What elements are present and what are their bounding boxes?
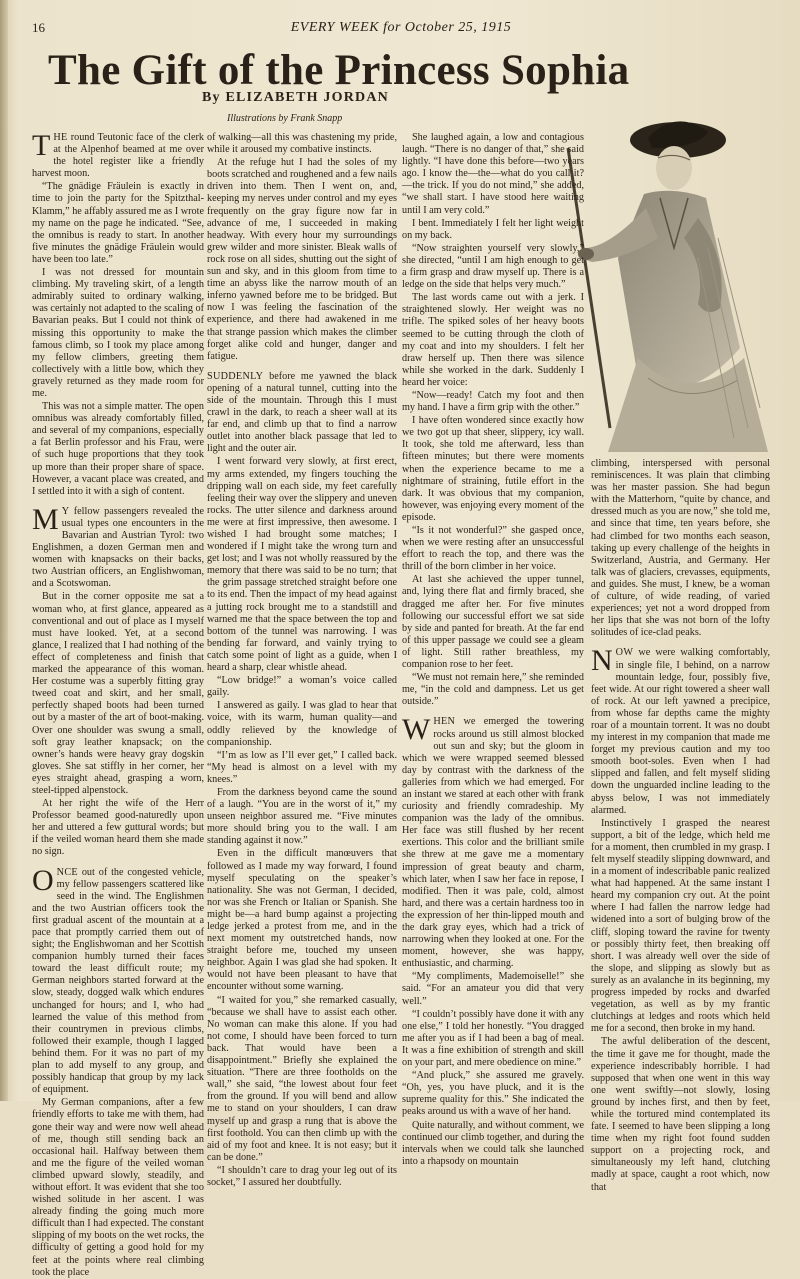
paragraph: “Now straighten yourself very slowly,” she directed, “until I am high enough to get a firm grasp and draw myself up. There is a ledge on the side that helps very much.”: [402, 242, 584, 291]
paragraph: From the darkness beyond came the sound of a laugh. “You are in the worst of it,” my unseen neighbor assured me. “Five minutes more should bring you to the wall. I am standing against it now.”: [207, 786, 397, 847]
paragraph: At her right the wife of the Herr Professor beamed good-naturedly upon her and uttered a few guttural words; but if the veiled woman heard them she made no sign.: [32, 798, 204, 858]
paragraph: The last words came out with a jerk. I straightened slowly. Her weight was no trifle. The spiked soles of her heavy boots seemed to be cutting through the cloth of my coat and into my shoulders. I felt her draw herself up. Then there was silence while she worked in the dark. Suddenly I heard her voice:: [402, 292, 584, 388]
paragraph: ONCE out of the congested vehicle, my fellow passengers scattered like seed in the wind. The Englishmen and the two Austrian officers took the first gradual ascent of the mountain at a pace that promptly carried them out of sight; the Englishwoman and her Scottish companion humbly turned their faces toward the least difficult route; my German neighbors started forward at the slow, steady, dogged walk which endures unchanged for hours; and I, who had learned the value of this method from their countrymen in previous climbs, followed their example, though I lagged behind them. For it was no part of my plan to add myself to any group, and possibly handicap that group by my lack of equipment.: [32, 863, 204, 1096]
paragraph: I went forward very slowly, at first erect, my arms extended, my fingers touching the dripping wall on each side, my feet carefully feeling their way over the slippery and uneven rocks. The utter silence and darkness around me were at first impressive, then awesome. I wished I had brought some matches; I wondered if I might take the wrong turn and get lost; and I was not wholly reassured by the memory that there was said to be no turn; that the grim passage stretched straight before one to its end. Then the impact of my head against a jutting rock brought me to a standstill and warned me that the space between the top and bottom of the tunnel was narrowing. I was bending far forward, and vainly trying to catch some point of light as a guide, when I heard a sharp, clear whistle ahead.: [207, 456, 397, 674]
paragraph: She laughed again, a low and contagious laugh. “There is no danger of that,” she said lightly. “I have done this before—two years ago. I know the—the—what do you call it?—the trick. If you do not mind,” she added, “we shall start. I have stood here waiting until I am very cold.”: [402, 132, 584, 216]
article-title: The Gift of the Princess Sophia: [48, 47, 630, 94]
paragraph: I have often wondered since exactly how we two got up that sheer, slippery, icy wall. It took, she told me afterward, less than fifteen minutes; but there were moments when the experience became to me a nightmare of straining, futile effort in the dark. It was obvious that my companion, however, was enjoying every moment of the episode.: [402, 415, 584, 523]
paragraph: “My compliments, Mademoiselle!” she said. “For an amateur you did that very well.”: [402, 971, 584, 1007]
article-byline: By ELIZABETH JORDAN: [202, 90, 389, 105]
illustration-credit: Illustrations by Frank Snapp: [227, 113, 343, 124]
paragraph: “We must not remain here,” she reminded me, “in the cold and dampness. Let us get outside.”: [402, 672, 584, 708]
drop-cap: N: [591, 644, 613, 678]
paragraph: WHEN we emerged the towering rocks around us still almost blocked out sun and sky; but the gloom in which we were wrapped seemed blessed day by contrast with the darkness of the galleries from which we had emerged. For an instant we stared at each other with frank curiosity and friendly comradeship. My companion was the lady of the omnibus. Her face was still flushed by her recent exertions. This color and the brilliant smile she threw at me gave me a momentary impression of great beauty and charm, which later, when I saw her face in repose, I modified. Then it was pale, cold, almost hard, and there was a certain hardness too in the expression of her thin-lipped mouth and the dark gray eyes, which had a trick of narrowing when they looked at one. For the moment, however, she was happy, enthusiastic, and charming.: [402, 713, 584, 970]
paragraph: But in the corner opposite me sat a woman who, at first glance, appeared as conventional and out of place as I myself must have looked. Yet, at a second glance, I realized that I had nothing of the effect of completeness and finish that marked the appearance of this woman. Her costume was a superbly fitting gray tweed coat and skirt, and her small, perfectly shaped boots had been turned out by a master of the art of boot-making. Over one shoulder was swung a small, soft gray leather knapsack; on the owner’s hands were heavy gray dogskin gloves. She sat stiffly in her corner, her eyes straight ahead, grasping a worn, steel-tipped alpenstock.: [32, 591, 204, 796]
drop-cap: M: [32, 502, 59, 536]
page-header: [32, 20, 770, 38]
paragraph: My German companions, after a few friendly efforts to take me with them, had gone their way and were now well ahead of me, though still sending back an occasional hail. Halfway between them and me the figure of the veiled woman climbed upward slowly, steadily, and without effort. It was evident that she too wished solitude in her ascent. I was already finding the going much more difficult than I had expected. The constant slipping of my boots on the wet rocks, the difficulty of getting a good hold for my feet at the points where real climbing took the place: [32, 1097, 204, 1278]
paragraph: I bent. Immediately I felt her light weight on my back.: [402, 217, 584, 241]
running-head: EVERY WEEK for October 25, 1915: [290, 20, 512, 35]
page-spine-shadow: [0, 0, 8, 1101]
small-caps-lead: SUDDENLY: [207, 370, 264, 382]
paragraph: climbing, interspersed with personal reminiscences. It was plain that climbing was her master passion. She had begun with the Matterhorn, “quite by chance, and dressed much as you are now,” she told me, and since that time, ten years before, she had climbed for two months each season, taking up every challenge of the heights in Switzerland, Austria, and Germany. Her talk was of glaciers, crevasses, equipments, and guides. She must, I knew, be a woman of culture, of wide reading, of varied experiences; yet not a word dropped from her lips that she was not born of the lofty solitudes of ice-clad peaks.: [591, 458, 770, 639]
paragraph: The awful deliberation of the descent, the time it gave me for thought, made the experience indescribably horrible. I had supposed that when one went in this way one went swiftly—not slowly, losing ground by inches first, and then by feet, while the tortured mind contemplated its fate. I seemed to have been slipping a long time when my right foot found sudden support on a projecting rock, and simultaneously my left hand, clutching madly at space, caught a root which, now that: [591, 1036, 770, 1193]
paragraph: Instinctively I grasped the nearest support, a bit of the ledge, which held me for a moment, then crumbled in my grasp. I felt myself steadily slipping downward, and in a moment of indescribable panic realized what had happened. At the same instant I heard my companion cry out. At the point where I had fallen the narrow ledge had widened into a sort of bulging brow of the cliff, sloping toward the ravine for twenty or possibly thirty feet, then breaking off short. I was already well over the side of the slope, and slipping as slowly but as surely as an avalanche in its beginning, my progress impeded by rocks and dwarfed vegetation, as well as by my frantic clutchings at ledges and roots which held me for a second, then broke in my hand.: [591, 817, 770, 1035]
paragraph: “Is it not wonderful?” she gasped once, when we were resting after an unsuccessful effort to reach the top, and there was the thrill of the born climber in her voice.: [402, 525, 584, 573]
paragraph: “I couldn’t possibly have done it with any one else,” I told her honestly. “You dragged me after you as if I had been a bag of meal. It was a fine exhibition of strength and skill on your part, and mere obedience on mine.”: [402, 1008, 584, 1069]
paragraph: At last she achieved the upper tunnel, and, lying there flat and firmly braced, she dragged me after her. For five minutes following our successful effort we sat side by side and panted for breath. At the far end of this upper passage we could see a gleam of light. Still rather breathless, my companion rose to her feet.: [402, 574, 584, 671]
text-column-2: [207, 132, 397, 1188]
paragraph: THE round Teutonic face of the clerk at the Alpenhof beamed at me over the hotel register like a friendly harvest moon.: [32, 129, 204, 180]
paragraph: “Low bridge!” a woman’s voice called gaily.: [207, 675, 397, 699]
paragraph: I answered as gaily. I was glad to hear that voice, with its warm, human quality—and oddly relieved by the knowledge of companionship.: [207, 700, 397, 748]
drop-cap: W: [402, 713, 431, 747]
paragraph: Quite naturally, and without comment, we continued our climb together, and during the intervals when we could talk she launched into a rhapsody on mountain: [402, 1119, 584, 1167]
drop-cap: O: [32, 863, 54, 897]
paragraph: This was not a simple matter. The open omnibus was already comfortably filled, and several of my companions, especially a fat Berlin professor and his Frau, were of such huge proportions that they took up more than their proper share of space. However, a vacant place was created, and I settled into it with a sigh of content.: [32, 401, 204, 497]
paragraph: I was not dressed for mountain climbing. My traveling skirt, of a length admirably suited to ordinary walking, was certainly not adapted to the scaling of Bavarian peaks. But I could not think of missing this opportunity to make the famous climb, so I took my place among my fellow climbers, greeting them collectively with a little bow, which they gravely returned as they made room for me.: [32, 267, 204, 399]
paragraph: At the refuge hut I had the soles of my boots scratched and roughened and a few nails driven into them. Then I went on, and, keeping my nerves under control and my eyes frequently on the gray figure now far in advance of me, I succeeded in making headway. With every hour my surroundings grew wilder and more sinister. Bleak walls of rock rose on all sides, shutting out the sight of sun and sky, and in this gloom from time to time an abyss like the narrow mouth of an inferno yawned before me to be bridged. But now I was feeling the fascination of the experience, and there had awakened in me that strange passion which makes the climber forget alike cold and hunger, danger and fatigue.: [207, 157, 397, 362]
paragraph: M Y fellow passengers revealed the usual types one encounters in the Bavarian and Austrian Tyrol: two Englishmen, a dozen German men and women with knapsacks on their backs, two Austrian officers, an Englishwoman, and a Scotswoman.: [32, 502, 204, 590]
text-column-1: [32, 129, 204, 1278]
paragraph: “The gnädige Fräulein is exactly in time to join the party for the Spitzthal-Klamm,” he affably assured me as I wrote my name on the page he indicated. “See, the omnibus is ready to start. In another five minutes the gnädige Fräulein would have been too late.”: [32, 181, 204, 265]
paragraph: “And pluck,” she assured me gravely. “Oh, yes, you have pluck, and it is the supreme quality for this.” She indicated the peaks around us with a wave of her hand.: [402, 1070, 584, 1118]
paragraph: Even in the difficult manœuvers that followed as I made my way forward, I found myself speculating on the speaker’s nationality. She was not German, I decided, nor was she French or Italian or Spanish. She might be—a hard bump against a projecting ledge jerked a protest from me, and in the next moment my outstretched hands, now straight before me, touched my unseen neighbor. Again I was glad she had spoken. It would not have been pleasant to have that encounter without some warning.: [207, 848, 397, 993]
small-caps-lead: HE: [53, 132, 68, 143]
page-number: 16: [32, 20, 45, 35]
paragraph: SUDDENLY before me yawned the black opening of a natural tunnel, cutting into the side of the mountain. Through this I must crawl in the dark, to reach a sheer wall at its far end, and climb up that to find a narrow outlet into another black passage that led to light and the outer air.: [207, 370, 397, 455]
paragraph: “I shouldn’t care to drag your leg out of its socket,” I assured her doubtfully.: [207, 1164, 397, 1188]
text-column-3: [402, 132, 584, 1167]
paragraph: “I waited for you,” she remarked casually, “because we shall have to assist each other. No woman can make this alone. If you had not come, I should have been forced to turn back. That would have been a disappointment.” Briefly she explained the situation. “There are three footholds on the wall,” she said, “the lowest about four feet from the ground. If you will bend and allow me to stand on your shoulders, I can draw myself up and grasp a rung that is above the first foothold. You can then climb up with the aid of my foot and knee. It is not easy; but it can be done.”: [207, 994, 397, 1163]
drop-cap: T: [32, 129, 51, 162]
paragraph: NOW we were walking comfortably, in single file, I behind, on a narrow mountain ledge, four, possibly five, feet wide. At our right towered a sheer wall of rock. At our left yawned a precipice, from whose far depths came the mighty roar of a mountain torrent. It was no doubt my interest in my companion that made me forget my previous caution and my too smooth boot-soles. Even when I had slipped and fallen, and felt myself sliding down the unguarded incline leading to the abyss below, I was not immediately alarmed.: [591, 644, 770, 816]
paragraph: “I’m as low as I’ll ever get,” I called back. “My head is almost on a level with my knees.”: [207, 749, 397, 785]
text-column-4: [591, 458, 770, 1193]
paragraph: “Now—ready! Catch my foot and then my hand. I have a firm grip with the other.”: [402, 389, 584, 414]
paragraph: of walking—all this was chastening my pride, while it aroused my combative instincts.: [207, 132, 397, 156]
